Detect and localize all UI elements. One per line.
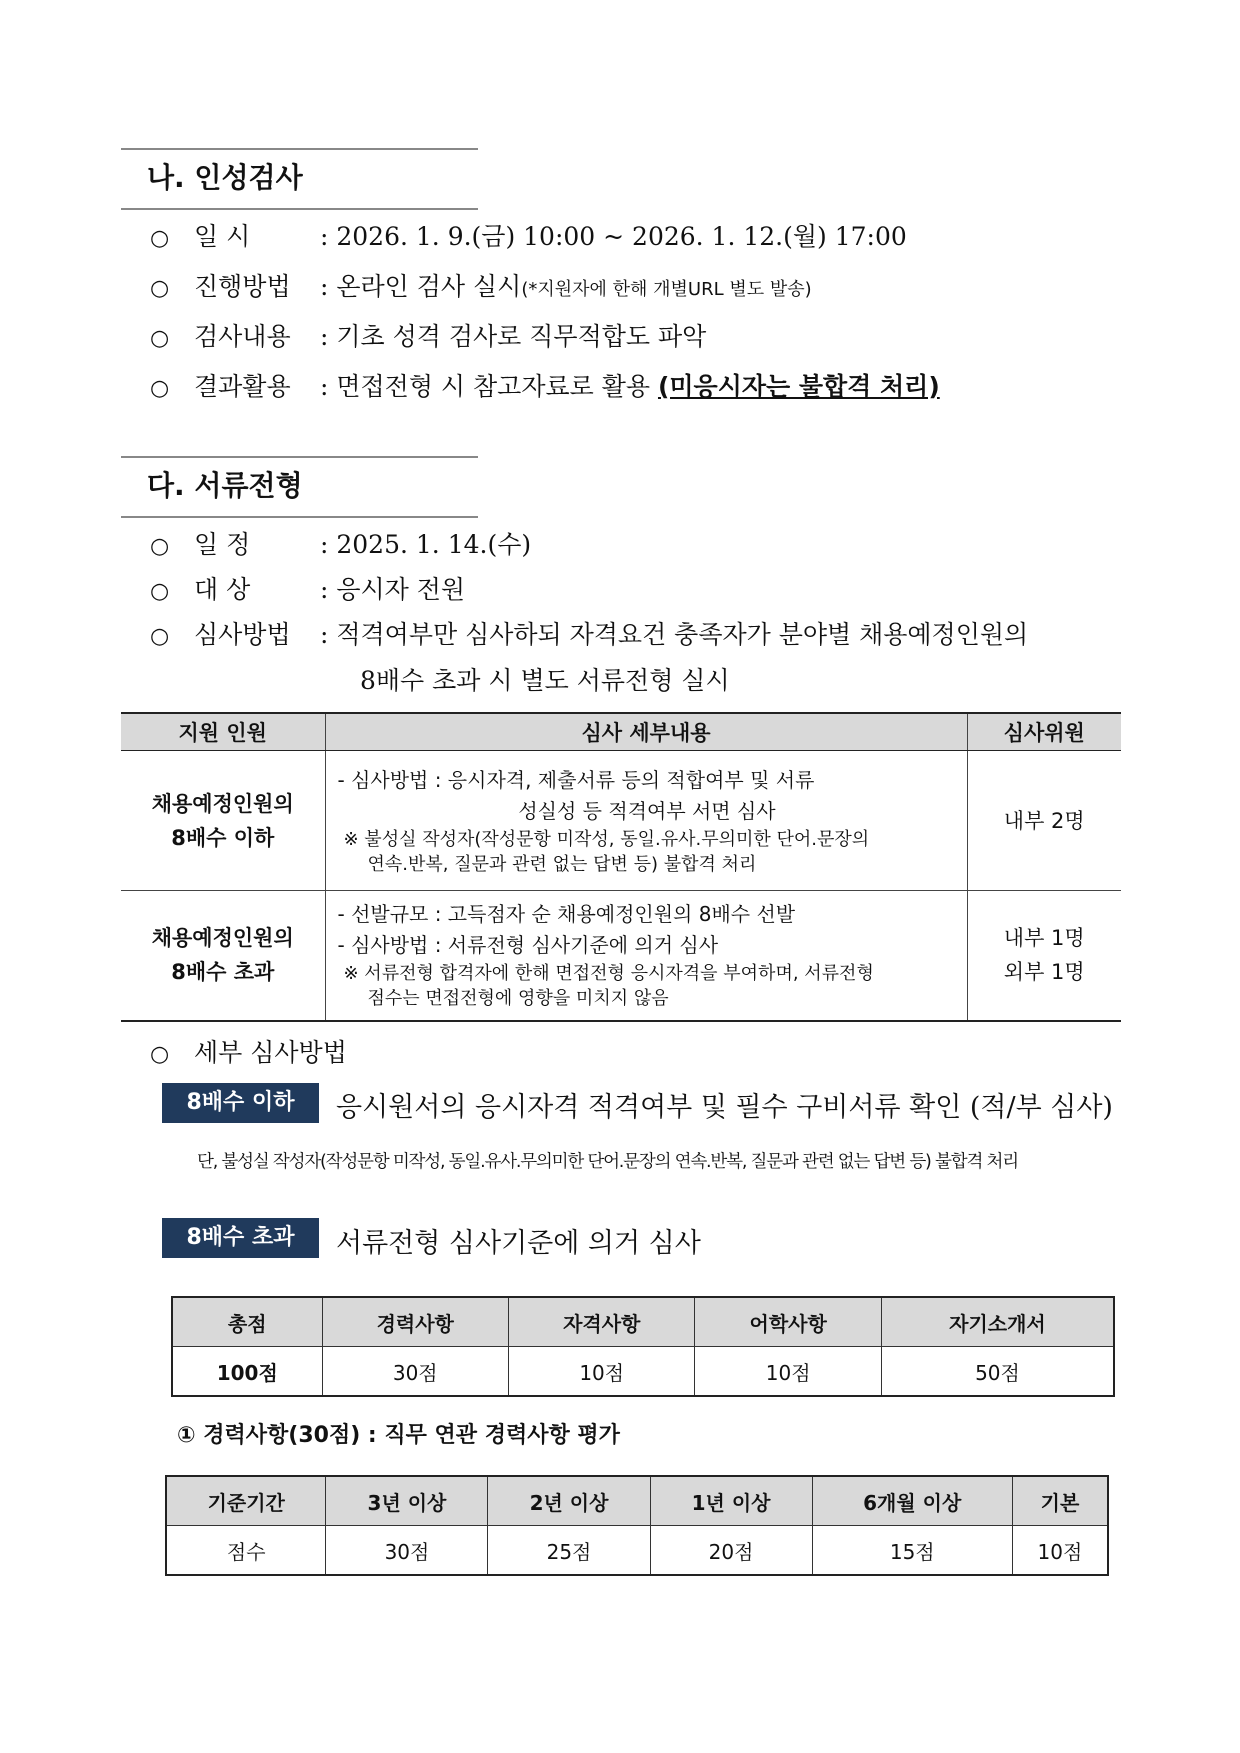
- badge-8x-over: 8배수 초과: [162, 1218, 319, 1258]
- detail-method-heading: ○ 세부 심사방법: [150, 1036, 347, 1072]
- table-row: [172, 1347, 1114, 1397]
- table-cell: 50점: [881, 1347, 1114, 1397]
- criteria-title: ① 경력사항(30점) : 직무 연관 경력사항 평가: [177, 1423, 620, 1448]
- score-allocation-table: [171, 1296, 1115, 1397]
- badge-8x-or-less-text: 응시원서의 응시자격 적격여부 및 필수 구비서류 확인 (적/부 심사): [336, 1092, 1113, 1123]
- reviewers-cell: 내부 2명: [967, 751, 1121, 891]
- table-row: [121, 891, 1121, 1021]
- career-criteria-table: [165, 1475, 1109, 1576]
- screening-target: ○ 대 상 : 응시자 전원: [150, 573, 465, 609]
- table-cell: 10점: [1012, 1526, 1108, 1576]
- table-cell: 10점: [695, 1347, 881, 1397]
- bullet-icon: ○: [150, 376, 170, 401]
- screening-method: ○ 심사방법 : 적격여부만 심사하되 자격요건 충족자가 분야별 채용예정인원의: [150, 618, 1028, 654]
- table-header-cell: 심사위원: [967, 713, 1121, 751]
- table-cell: 15점: [812, 1526, 1012, 1576]
- table-cell: 30점: [322, 1347, 508, 1397]
- table-header-cell: 3년 이상: [326, 1476, 488, 1526]
- table-header-cell: 자기소개서: [881, 1297, 1114, 1347]
- table-row: [121, 751, 1121, 891]
- table-header-cell: 어학사항: [695, 1297, 881, 1347]
- table-header-row: [172, 1297, 1114, 1347]
- bullet-icon: ○: [150, 624, 170, 649]
- badge-8x-over-text: 서류전형 심사기준에 의거 심사: [336, 1228, 701, 1259]
- personality-content: ○ 검사내용 : 기초 성격 검사로 직무적합도 파악: [150, 320, 706, 356]
- bullet-icon: ○: [150, 1042, 170, 1067]
- review-table-header: [121, 713, 1121, 751]
- personality-usage: ○ 결과활용 : 면접전형 시 참고자료로 활용 (미응시자는 불합격 처리): [150, 370, 940, 406]
- table-header-cell: 자격사항: [508, 1297, 694, 1347]
- table-cell: 점수: [166, 1526, 326, 1576]
- table-header-cell: 기준기간: [166, 1476, 326, 1526]
- table-header-cell: 2년 이상: [488, 1476, 650, 1526]
- reviewers-cell: 내부 1명 외부 1명: [967, 891, 1121, 1021]
- badge-8x-or-less-note: 단, 불성실 작성자(작성문항 미작성, 동일.유사.무의미한 단어.문장의 연속.반복, 질문과 관련 없는 답변 등) 불합격 처리: [197, 1152, 1018, 1172]
- table-cell: 30점: [326, 1526, 488, 1576]
- table-cell: 100점: [172, 1347, 322, 1397]
- bullet-icon: ○: [150, 326, 170, 351]
- screening-schedule: ○ 일 정 : 2025. 1. 14.(수): [150, 528, 531, 564]
- section-title-document-screening: 다. 서류전형: [121, 456, 478, 518]
- review-detail-cell: - 심사방법 : 응시자격, 제출서류 등의 적합여부 및 서류 성실성 등 적격여부 서면 심사 ※ 불성실 작성자(작성문항 미작성, 동일.유사.무의미한 단어.문장의 연속.반복, 질문과 관련 없는 답변 등) 불합격 처리: [325, 751, 967, 891]
- review-table: [121, 712, 1121, 1022]
- screening-method-cont: 8배수 초과 시 별도 서류전형 실시: [360, 666, 730, 695]
- table-header-cell: 심사 세부내용: [325, 713, 967, 751]
- applicant-group-cell: 채용예정인원의 8배수 초과: [121, 891, 325, 1021]
- badge-8x-or-less: 8배수 이하: [162, 1083, 319, 1123]
- bullet-icon: ○: [150, 534, 170, 559]
- table-header-cell: 6개월 이상: [812, 1476, 1012, 1526]
- table-header-cell: 총점: [172, 1297, 322, 1347]
- personality-schedule: ○ 일 시 : 2026. 1. 9.(금) 10:00 ~ 2026. 1. 12.(월) 17:00: [150, 220, 907, 256]
- bullet-icon: ○: [150, 579, 170, 604]
- table-cell: 25점: [488, 1526, 650, 1576]
- table-row: [166, 1526, 1108, 1576]
- bullet-icon: ○: [150, 226, 170, 251]
- table-header-cell: 지원 인원: [121, 713, 325, 751]
- personality-method: ○ 진행방법 : 온라인 검사 실시(*지원자에 한해 개별URL 별도 발송): [150, 270, 812, 307]
- table-cell: 10점: [508, 1347, 694, 1397]
- review-detail-cell: - 선발규모 : 고득점자 순 채용예정인원의 8배수 선발 - 심사방법 : 서류전형 심사기준에 의거 심사 ※ 서류전형 합격자에 한해 면접전형 응시자격을 부여하며, 서류전형 점수는 면접전형에 영향을 미치지 않음: [325, 891, 967, 1021]
- table-header-cell: 1년 이상: [650, 1476, 812, 1526]
- table-cell: 20점: [650, 1526, 812, 1576]
- table-header-row: [166, 1476, 1108, 1526]
- table-header-cell: 경력사항: [322, 1297, 508, 1347]
- table-header-cell: 기본: [1012, 1476, 1108, 1526]
- section-title-personality: 나. 인성검사: [121, 148, 478, 210]
- bullet-icon: ○: [150, 276, 170, 301]
- applicant-group-cell: 채용예정인원의 8배수 이하: [121, 751, 325, 891]
